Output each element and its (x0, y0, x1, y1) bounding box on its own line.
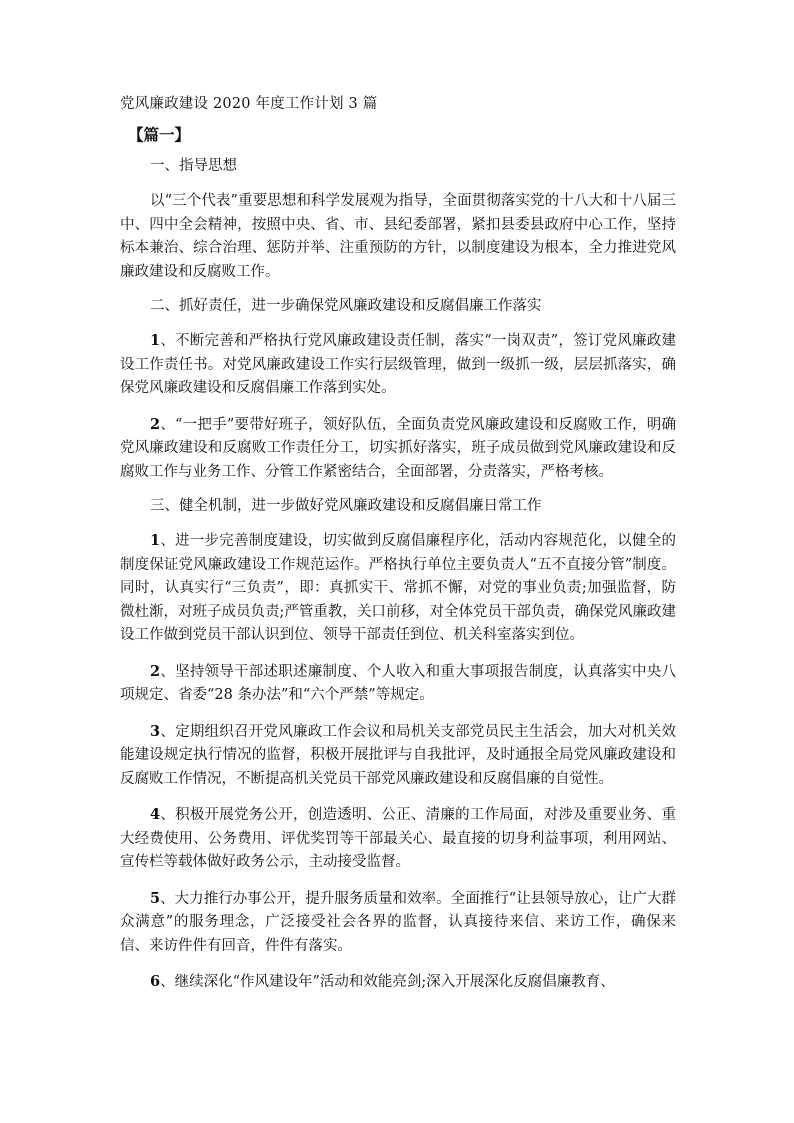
heading-responsibility: 二、抓好责任，进一步确保党风廉政建设和反腐倡廉工作落实 (150, 298, 542, 314)
heading-mechanism: 三、健全机制，进一步做好党风廉政建设和反腐倡廉日常工作 (150, 498, 542, 514)
paragraph (120, 529, 676, 648)
paragraph-text: 、“一把手”要带好班子，领好队伍，全面负责党风廉政建设和反腐败工作，明确党风廉政建设和反腐败工作责任分工，切实抓好落实，班子成员做到党风廉政建设和反腐败工作与业务工作、分管工作紧密结合，全面部署，分责落实，严格考核。 (120, 416, 676, 480)
paragraph-text: 以“三个代表”重要思想和科学发展观为指导，全面贯彻落实党的十八大和十八届三中、四中全会精神，按照中央、省、市、县纪委部署，紧扣县委县政府中心工作，坚持标本兼治、综合治理、惩防并举、注重预防的方针，以制度建设为根本，全力推进党风廉政建设和反腐败工作。 (120, 193, 676, 280)
paragraph (120, 887, 676, 959)
paragraph-number: 5 (150, 889, 161, 907)
paragraph-text: 、坚持领导干部述职述廉制度、个人收入和重大事项报告制度，认真落实中央八项规定、省委“28 条办法”和“六个严禁”等规定。 (120, 663, 676, 703)
paragraph-number: 1 (150, 332, 161, 349)
paragraph-number: 3 (150, 722, 161, 740)
paragraph-number: 2 (150, 662, 161, 680)
paragraph (120, 413, 676, 485)
document-body (120, 94, 676, 1007)
paragraph-number: 6 (150, 973, 161, 990)
paragraph (120, 803, 676, 875)
document-title: 党风廉政建设 2020 年度工作计划 3 篇 (120, 96, 378, 112)
paragraph-text: 、积极开展党务公开，创造透明、公正、清廉的工作局面，对涉及重要业务、重大经费使用、公务费用、评优奖罚等干部最关心、最直接的切身利益事项，利用网站、宣传栏等载体做好政务公示，主动接受监督。 (120, 807, 676, 870)
paragraph (120, 329, 676, 401)
paragraph-number: 4 (150, 806, 161, 823)
paragraph-number: 2 (150, 415, 161, 433)
paragraph-text: 、继续深化“作风建设年”活动和效能亮剑;深入开展深化反腐倡廉教育、 (160, 974, 615, 990)
paragraph-text: 、大力推行办事公开，提升服务质量和效率。全面推行“让县领导放心，让广大群众满意”的服务理念，广泛接受社会各界的监督，认真接待来信、来访工作，确保来信、来访件件有回音，件件有落实。 (120, 890, 676, 954)
paragraph-number: 1 (150, 532, 161, 549)
paragraph-text: 、进一步完善制度建设，切实做到反腐倡廉程序化，活动内容规范化，以健全的制度保证党风廉政建设工作规范运作。严格执行单位主要负责人“五不直接分管”制度。同时，认真实行“三负责”，即：真抓实干、常抓不懈，对党的事业负责;加强监督，防微杜渐，对班子成员负责;严管重教，关口前移，对全体党员干部负责，确保党风廉政建设工作做到党员干部认识到位、领导干部责任到位、机关科室落实到位。 (120, 533, 676, 643)
paragraph-text: 、不断完善和严格执行党风廉政建设责任制，落实“一岗双责”，签订党风廉政建设工作责任书。对党风廉政建设工作实行层级管理，做到一级抓一级，层层抓落实，确保党风廉政建设和反腐倡廉工作落到实处。 (120, 333, 676, 396)
paragraph (120, 189, 676, 284)
heading-guiding-thought: 一、指导思想 (150, 158, 237, 174)
paragraph (120, 660, 676, 708)
section-label: 【篇一】 (128, 125, 191, 144)
paragraph (120, 720, 676, 792)
paragraph-text: 、定期组织召开党风廉政工作会议和局机关支部党员民主生活会，加大对机关效能建设规定执行情况的监督，积极开展批评与自我批评，及时通报全局党风廉政建设和反腐败工作情况，不断提高机关党员干部党风廉政建设和反腐倡廉的自觉性。 (120, 723, 676, 787)
paragraph (120, 970, 676, 995)
